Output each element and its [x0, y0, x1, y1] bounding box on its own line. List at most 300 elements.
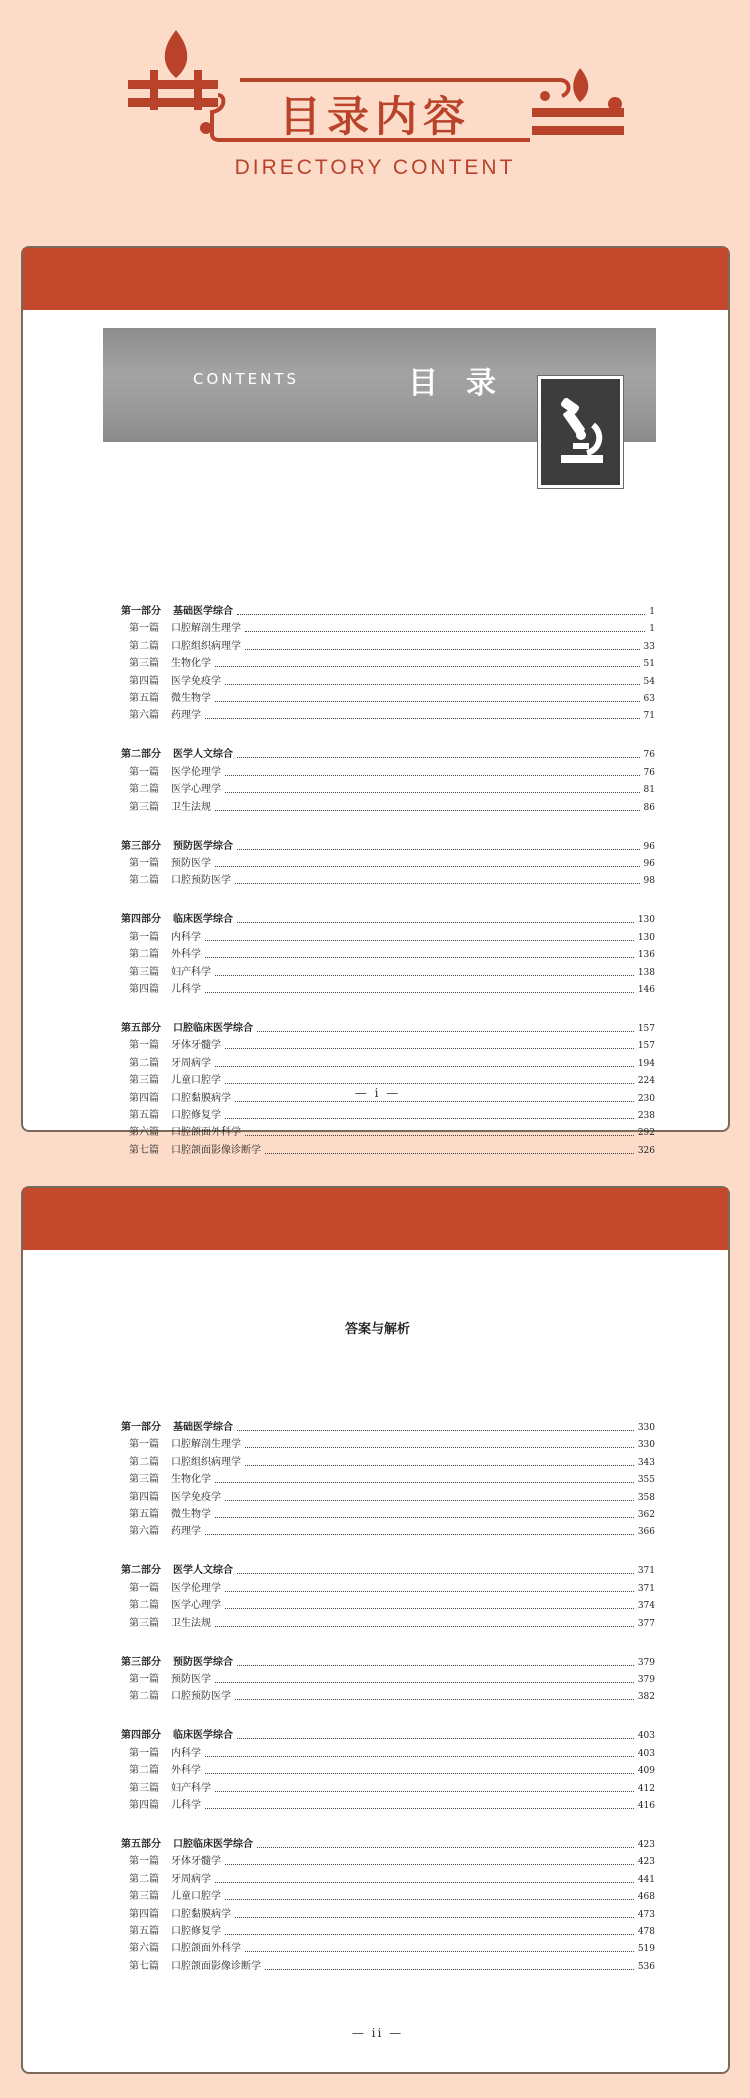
toc-leader-dots	[225, 1500, 634, 1501]
toc-chapter-number: 第二篇	[129, 875, 159, 887]
toc-part-row	[121, 1726, 655, 1742]
toc-chapter-label	[121, 1765, 201, 1777]
contents-label: CONTENTS	[193, 370, 300, 388]
toc-chapter-label	[121, 1874, 211, 1886]
toc-chapter-number: 第三篇	[129, 1782, 159, 1794]
toc-leader-dots	[215, 1626, 634, 1627]
toc-leader-dots	[215, 1882, 634, 1883]
toc-chapter-title: 口腔预防医学	[171, 1691, 231, 1703]
toc-chapter-number: 第四篇	[129, 1092, 159, 1104]
toc-page-number: 146	[637, 985, 655, 995]
toc-chapter-label	[121, 784, 221, 796]
toc-chapter-label	[121, 1058, 211, 1070]
toc-chapter-number: 第五篇	[129, 1110, 159, 1121]
toc-chapter-number: 第一篇	[129, 1747, 159, 1759]
toc-chapter-number: 第二篇	[129, 1057, 159, 1069]
toc-chapter-number: 第三篇	[129, 1891, 159, 1903]
toc-chapter-row	[121, 1870, 655, 1886]
card-header-bar	[23, 1188, 728, 1250]
toc-page-number: 441	[637, 1874, 655, 1885]
toc-leader-dots	[237, 922, 634, 923]
toc-chapter-row	[121, 1922, 655, 1938]
toc-leader-dots	[225, 1118, 634, 1119]
toc-chapter-row	[121, 1957, 655, 1973]
toc-chapter-number: 第四篇	[129, 1908, 159, 1920]
toc-chapter-title: 牙周病学	[171, 1873, 211, 1885]
toc-page-number: 96	[643, 859, 655, 869]
toc-part-number: 第一部分	[121, 1422, 161, 1433]
toc-page-number: 71	[643, 711, 655, 722]
toc-card-answers	[21, 1186, 730, 2074]
toc-chapter-row	[121, 945, 655, 961]
toc-leader-dots	[237, 1665, 634, 1666]
toc-part-number: 第二部分	[121, 749, 161, 761]
toc-part-title: 医学人文综合	[173, 749, 233, 761]
toc-chapter-row	[121, 871, 655, 887]
toc-chapter-row	[121, 1579, 655, 1595]
toc-chapter-label	[121, 1526, 201, 1538]
toc-chapter-title: 医学心理学	[171, 784, 221, 796]
toc-page-number: 136	[637, 950, 655, 961]
toc-page-number: 130	[637, 932, 655, 943]
toc-leader-dots	[225, 1083, 634, 1084]
card-header-bar	[23, 248, 728, 310]
toc-chapter-row	[121, 1435, 655, 1451]
toc-page-number: 366	[637, 1527, 655, 1538]
toc-page-number: 1	[649, 624, 655, 635]
toc-chapter-number: 第六篇	[129, 1943, 159, 1955]
toc-page-number: 412	[637, 1783, 655, 1794]
toc-leader-dots	[225, 1899, 634, 1900]
toc-chapter-row	[121, 1670, 655, 1686]
toc-part-number: 第三部分	[121, 840, 161, 852]
toc-chapter-number: 第二篇	[129, 784, 159, 796]
toc-chapter-row	[121, 1779, 655, 1795]
toc-chapter-row	[121, 763, 655, 779]
toc-part-row	[121, 1019, 655, 1035]
toc-chapter-row	[121, 1141, 655, 1157]
toc-chapter-row	[121, 1505, 655, 1521]
toc-chapter-title: 口腔颌面影像诊断学	[171, 1960, 261, 1972]
toc-chapter-number: 第三篇	[129, 1617, 159, 1629]
toc-chapter-label	[121, 1457, 241, 1469]
toc-chapter-label	[121, 1800, 201, 1812]
toc-chapter-label	[121, 1583, 221, 1595]
toc-chapter-title: 生物化学	[171, 658, 211, 670]
toc-chapter-title: 医学心理学	[171, 1600, 221, 1612]
toc-chapter-title: 外科学	[171, 949, 201, 961]
toc-part-title: 预防医学综合	[173, 1656, 233, 1668]
toc-leader-dots	[205, 718, 640, 719]
toc-chapter-number: 第一篇	[129, 1674, 159, 1685]
toc-chapter-label	[121, 1891, 221, 1903]
toc-chapter-number: 第七篇	[129, 1144, 159, 1156]
toc-chapter-title: 微生物学	[171, 1509, 211, 1520]
toc-chapter-title: 外科学	[171, 1765, 201, 1777]
toc-chapter-row	[121, 1744, 655, 1760]
toc-leader-dots	[245, 631, 645, 632]
toc-leader-dots	[237, 849, 640, 850]
toc-chapter-label	[121, 1509, 211, 1521]
toc-part-row	[121, 602, 655, 618]
toc-page-number: 416	[637, 1801, 655, 1811]
toc-chapter-row	[121, 1470, 655, 1486]
toc-leader-dots	[225, 1048, 634, 1049]
toc-chapter-row	[121, 980, 655, 996]
toc-leader-dots	[265, 1969, 634, 1970]
toc-page-number: 362	[637, 1510, 655, 1520]
toc-chapter-row	[121, 1687, 655, 1703]
toc-leader-dots	[257, 1031, 634, 1032]
toc-chapter-title: 微生物学	[171, 693, 211, 704]
toc-chapter-row	[121, 1071, 655, 1087]
toc-chapter-title: 药理学	[171, 1526, 201, 1538]
toc-chapter-label	[121, 1856, 221, 1868]
toc-page-number: 51	[643, 659, 655, 670]
toc-chapter-number: 第三篇	[129, 966, 159, 978]
toc-chapter-label	[121, 1674, 211, 1686]
toc-chapter-title: 卫生法规	[171, 801, 211, 813]
toc-page-number: 76	[643, 750, 655, 761]
toc-page-number: 98	[643, 876, 655, 887]
toc-leader-dots	[235, 883, 640, 884]
toc-chapter-title: 内科学	[171, 931, 201, 943]
toc-chapter-title: 医学免疫学	[171, 1491, 221, 1503]
toc-chapter-title: 口腔修复学	[171, 1926, 221, 1937]
toc-leader-dots	[215, 666, 640, 667]
toc-leader-dots	[205, 1534, 634, 1535]
toc-chapter-row	[121, 1761, 655, 1777]
toc-chapter-label	[121, 932, 201, 944]
toc-leader-dots	[205, 940, 634, 941]
toc-chapter-number: 第二篇	[129, 1873, 159, 1885]
toc-page-number: 409	[637, 1766, 655, 1777]
toc-leader-dots	[215, 1791, 634, 1792]
toc-chapter-row	[121, 1054, 655, 1070]
toc-leader-dots	[245, 1465, 634, 1466]
toc-leader-dots	[265, 1153, 634, 1154]
toc-leader-dots	[257, 1847, 634, 1848]
toc-leader-dots	[215, 975, 634, 976]
toc-chapter-title: 儿科学	[171, 1800, 201, 1811]
toc-page-number: 343	[637, 1457, 655, 1468]
toc-chapter-number: 第一篇	[129, 1582, 159, 1594]
toc-page-number: 81	[643, 785, 655, 796]
toc-page-number: 379	[637, 1675, 655, 1685]
toc-page-number: 377	[637, 1618, 655, 1629]
toc-chapter-number: 第四篇	[129, 1491, 159, 1503]
toc-leader-dots	[215, 1482, 634, 1483]
toc-chapter-number: 第一篇	[129, 858, 159, 869]
header-subtitle: DIRECTORY CONTENT	[234, 156, 516, 179]
toc-page-number: 519	[637, 1944, 655, 1955]
toc-chapter-title: 儿童口腔学	[171, 1075, 221, 1087]
toc-chapter-label	[121, 1691, 231, 1703]
toc-part-number: 第二部分	[121, 1565, 161, 1577]
toc-page-number: 238	[637, 1111, 655, 1121]
toc-leader-dots	[237, 757, 640, 758]
toc-chapter-label	[121, 1474, 211, 1486]
toc-chapter-label	[121, 658, 211, 670]
toc-chapter-label	[121, 1040, 221, 1052]
toc-part-title: 临床医学综合	[173, 914, 233, 926]
toc-chapter-title: 口腔颌面影像诊断学	[171, 1144, 261, 1156]
toc-chapter-label	[121, 1943, 241, 1955]
toc-chapter-label	[121, 1618, 211, 1630]
toc-page-number: 536	[637, 1961, 655, 1972]
toc-part-label	[121, 914, 233, 926]
toc-page-number: 330	[637, 1423, 655, 1433]
toc-chapter-number: 第一篇	[129, 1439, 159, 1451]
toc-page-number: 86	[643, 802, 655, 813]
toc-page-number: 292	[637, 1128, 655, 1139]
header-title: 目录内容	[278, 92, 471, 141]
toc-chapter-number: 第二篇	[129, 1456, 159, 1468]
toc-chapter-number: 第六篇	[129, 1127, 159, 1139]
toc-page-number: 1	[649, 607, 655, 617]
toc-leader-dots	[237, 1738, 634, 1739]
toc-page-number: 423	[637, 1840, 655, 1850]
toc-chapter-number: 第六篇	[129, 710, 159, 722]
toc-page-number: 478	[637, 1927, 655, 1937]
microscope-badge	[538, 376, 623, 488]
toc-chapter-row	[121, 1036, 655, 1052]
toc-chapter-label	[121, 676, 221, 688]
toc-chapter-label	[121, 875, 231, 887]
toc-part-row	[121, 745, 655, 761]
toc-chapter-row	[121, 1939, 655, 1955]
toc-chapter-row	[121, 1796, 655, 1812]
toc-chapter-title: 医学伦理学	[171, 766, 221, 778]
toc-chapter-title: 卫生法规	[171, 1617, 211, 1629]
toc-page-number: 403	[637, 1748, 655, 1759]
toc-leader-dots	[205, 957, 634, 958]
toc-chapter-row	[121, 854, 655, 870]
toc-page-number: 63	[643, 694, 655, 704]
toc-part-title: 口腔临床医学综合	[173, 1023, 253, 1034]
toc-chapter-title: 儿科学	[171, 984, 201, 995]
toc-chapter-row	[121, 780, 655, 796]
toc-leader-dots	[225, 1608, 634, 1609]
toc-chapter-title: 口腔修复学	[171, 1110, 221, 1121]
toc-chapter-label	[121, 693, 211, 705]
toc-part-title: 医学人文综合	[173, 1565, 233, 1577]
toc-leader-dots	[205, 1808, 634, 1809]
toc-page-number: 54	[643, 676, 655, 687]
toc-part-label	[121, 749, 233, 761]
toc-part-label	[121, 606, 233, 618]
toc-page-number: 371	[637, 1583, 655, 1594]
toc-chapter-title: 口腔颌面外科学	[171, 1127, 241, 1139]
toc-page-number: 33	[643, 641, 655, 652]
toc-chapter-label	[121, 1439, 241, 1451]
toc-page-number: 157	[637, 1024, 655, 1034]
toc-chapter-number: 第五篇	[129, 693, 159, 704]
toc-leader-dots	[237, 614, 645, 615]
toc-leader-dots	[225, 1591, 634, 1592]
toc-leader-dots	[225, 1864, 634, 1865]
page-header	[0, 0, 750, 200]
toc-chapter-title: 口腔组织病理学	[171, 1456, 241, 1468]
toc-chapter-row	[121, 619, 655, 635]
toc-chapter-label	[121, 1600, 221, 1612]
toc-chapter-row	[121, 1905, 655, 1921]
toc-page-number: 382	[637, 1692, 655, 1703]
toc-chapter-title: 儿童口腔学	[171, 1891, 221, 1903]
toc-chapter-title: 医学免疫学	[171, 675, 221, 687]
toc-page-number: 326	[637, 1145, 655, 1156]
toc-leader-dots	[245, 649, 640, 650]
toc-page-number: 138	[637, 967, 655, 978]
toc-chapter-row	[121, 1453, 655, 1469]
toc-leader-dots	[215, 1682, 634, 1683]
toc-chapter-title: 口腔黏膜病学	[171, 1908, 231, 1920]
toc-chapter-label	[121, 641, 241, 653]
toc-chapter-title: 口腔解剖生理学	[171, 623, 241, 635]
toc-page-number: 355	[637, 1475, 655, 1486]
answers-title: 答案与解析	[344, 1322, 410, 1337]
toc-part-label	[121, 1422, 233, 1434]
toc-chapter-row	[121, 706, 655, 722]
toc-chapter-row	[121, 1123, 655, 1139]
toc-chapter-label	[121, 802, 211, 814]
toc-leader-dots	[235, 1101, 634, 1102]
toc-chapter-number: 第二篇	[129, 1600, 159, 1612]
toc-leader-dots	[205, 1773, 634, 1774]
toc-part-title: 基础医学综合	[173, 606, 233, 617]
toc-leader-dots	[235, 1699, 634, 1700]
toc-leader-dots	[215, 866, 640, 867]
toc-chapter-label	[121, 967, 211, 979]
toc-chapter-number: 第三篇	[129, 658, 159, 670]
toc-part-title: 预防医学综合	[173, 840, 233, 852]
toc-page-number: 194	[637, 1058, 655, 1069]
toc-chapter-label	[121, 710, 201, 722]
toc-chapter-row	[121, 1852, 655, 1868]
toc-page-number: 403	[637, 1731, 655, 1742]
toc-page-number: 473	[637, 1909, 655, 1920]
toc-chapter-number: 第三篇	[129, 1474, 159, 1486]
toc-chapter-title: 口腔解剖生理学	[171, 1439, 241, 1451]
toc-chapter-number: 第一篇	[129, 1040, 159, 1052]
toc-chapter-row	[121, 654, 655, 670]
toc-part-label	[121, 1839, 253, 1851]
toc-part-title: 口腔临床医学综合	[173, 1839, 253, 1850]
toc-chapter-label	[121, 1961, 261, 1973]
toc-chapter-label	[121, 949, 201, 961]
toc-chapter-title: 口腔预防医学	[171, 875, 231, 887]
toc-page-number: 230	[637, 1093, 655, 1104]
toc-page-number: 379	[637, 1657, 655, 1668]
toc-chapter-title: 口腔组织病理学	[171, 640, 241, 652]
toc-chapter-label	[121, 1926, 221, 1938]
toc-chapter-number: 第二篇	[129, 1691, 159, 1703]
toc-leader-dots	[225, 775, 640, 776]
toc-chapter-title: 药理学	[171, 710, 201, 722]
toc-chapter-label	[121, 1110, 221, 1122]
toc-card-contents	[21, 246, 730, 1156]
toc-chapter-title: 口腔颌面外科学	[171, 1943, 241, 1955]
toc-chapter-label	[121, 1748, 201, 1760]
toc-chapter-label	[121, 1145, 261, 1157]
toc-part-number: 第五部分	[121, 1839, 161, 1850]
toc-chapter-number: 第二篇	[129, 949, 159, 961]
toc-chapter-row	[121, 672, 655, 688]
toc-page-number: 468	[637, 1892, 655, 1903]
toc-chapter-label	[121, 1783, 211, 1795]
toc-chapter-label	[121, 1909, 231, 1921]
toc-chapter-label	[121, 623, 241, 635]
toc-part-number: 第四部分	[121, 1730, 161, 1742]
toc-chapter-label	[121, 1127, 241, 1139]
toc-page-number: 423	[637, 1857, 655, 1868]
toc-chapter-title: 牙体牙髓学	[171, 1040, 221, 1052]
toc-chapter-row	[121, 928, 655, 944]
toc-chapter-number: 第五篇	[129, 1926, 159, 1937]
toc-leader-dots	[245, 1135, 634, 1136]
toc-part-number: 第四部分	[121, 914, 161, 926]
toc-chapter-row	[121, 1106, 655, 1122]
toc-part-title: 基础医学综合	[173, 1422, 233, 1433]
toc-part-title: 临床医学综合	[173, 1730, 233, 1742]
toc-leader-dots	[225, 1934, 634, 1935]
toc-part-row	[121, 1418, 655, 1434]
toc-chapter-number: 第一篇	[129, 931, 159, 943]
toc-page-number: 96	[643, 841, 655, 852]
toc-chapter-number: 第一篇	[129, 766, 159, 778]
toc-page-number: 130	[637, 915, 655, 926]
toc-chapter-label	[121, 984, 201, 996]
toc-chapter-row	[121, 689, 655, 705]
toc-part-row	[121, 1561, 655, 1577]
toc-part-label	[121, 1657, 233, 1669]
toc-chapter-label	[121, 767, 221, 779]
toc-part-row	[121, 1835, 655, 1851]
toc-chapter-number: 第六篇	[129, 1526, 159, 1538]
toc-leader-dots	[215, 810, 640, 811]
toc-leader-dots	[215, 701, 640, 702]
toc-chapter-title: 内科学	[171, 1747, 201, 1759]
toc-chapter-number: 第七篇	[129, 1960, 159, 1972]
toc-chapter-title: 预防医学	[171, 858, 211, 869]
toc-chapter-title: 妇产科学	[171, 1782, 211, 1794]
toc-chapter-row	[121, 1887, 655, 1903]
toc-leader-dots	[245, 1951, 634, 1952]
toc-chapter-number: 第五篇	[129, 1509, 159, 1520]
toc-chapter-title: 妇产科学	[171, 966, 211, 978]
toc-leader-dots	[225, 792, 640, 793]
toc-page-number: 224	[637, 1076, 655, 1087]
toc-chapter-number: 第三篇	[129, 1075, 159, 1087]
toc-chapter-label	[121, 858, 211, 870]
toc-chapter-row	[121, 1614, 655, 1630]
toc-chapter-row	[121, 798, 655, 814]
toc-leader-dots	[205, 1756, 634, 1757]
toc-chapter-number: 第一篇	[129, 623, 159, 635]
toc-leader-dots	[237, 1430, 634, 1431]
toc-chapter-number: 第三篇	[129, 801, 159, 813]
toc-chapter-row	[121, 1522, 655, 1538]
toc-chapter-number: 第二篇	[129, 1765, 159, 1777]
toc-leader-dots	[237, 1573, 634, 1574]
toc-page-number: 371	[637, 1566, 655, 1577]
toc-part-number: 第一部分	[121, 606, 161, 617]
toc-page-number: 374	[637, 1601, 655, 1612]
toc-chapter-number: 第二篇	[129, 640, 159, 652]
toc-part-row	[121, 837, 655, 853]
toc-chapter-label	[121, 1492, 221, 1504]
toc-chapter-title: 口腔黏膜病学	[171, 1092, 231, 1104]
